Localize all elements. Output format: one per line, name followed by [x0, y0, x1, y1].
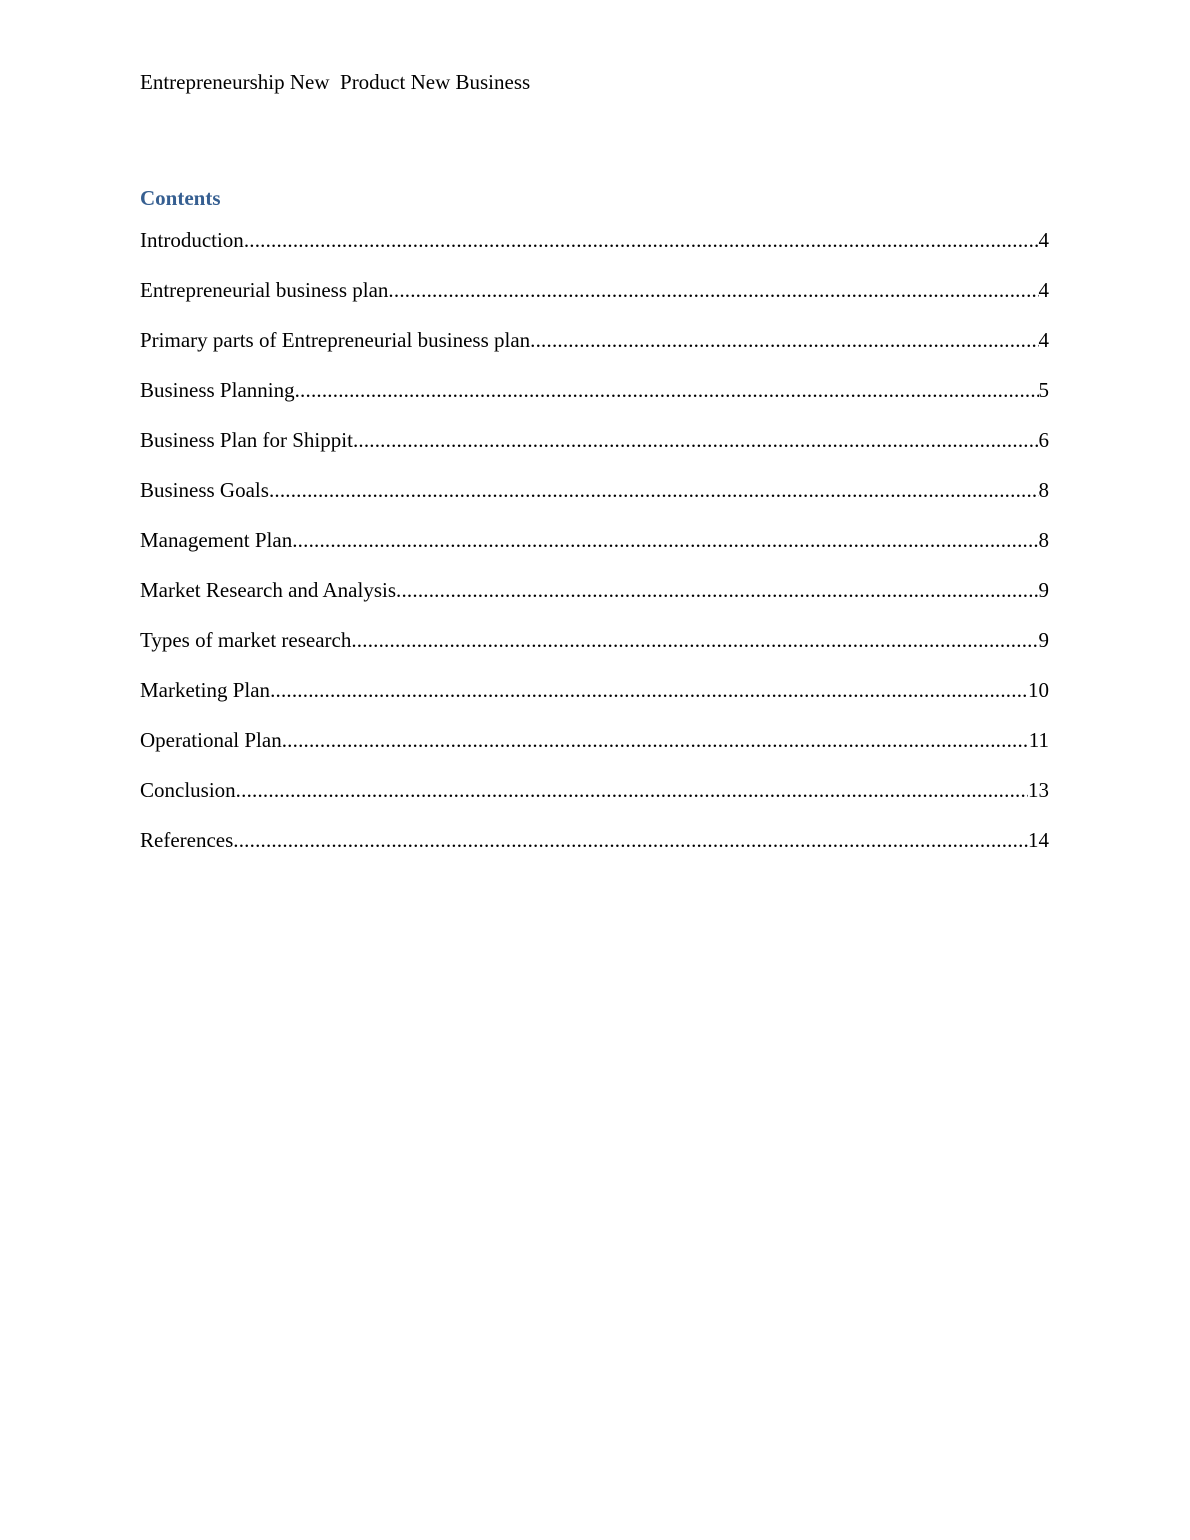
- toc-entry-page: 4: [1038, 228, 1049, 252]
- toc-entry-page: 6: [1038, 428, 1049, 452]
- toc-dot-leader: [388, 276, 1038, 304]
- toc-entry-types-of-market-research[interactable]: [140, 626, 1049, 676]
- toc-entry-page: 13: [1028, 778, 1049, 802]
- toc-entry-page: 11: [1028, 728, 1049, 752]
- toc-entry-page: 14: [1028, 828, 1049, 852]
- table-of-contents: [140, 226, 1049, 876]
- toc-entry-conclusion[interactable]: [140, 776, 1049, 826]
- toc-entry-page: 9: [1038, 578, 1049, 602]
- toc-entry-title: Management Plan: [140, 528, 293, 552]
- toc-entry-entrepreneurial-business-plan[interactable]: [140, 276, 1049, 326]
- toc-dot-leader: [269, 476, 1039, 504]
- toc-entry-title: Conclusion: [140, 778, 236, 802]
- toc-entry-page: 5: [1038, 378, 1049, 402]
- toc-entry-title: Entrepreneurial business plan: [140, 278, 389, 302]
- toc-dot-leader: [233, 826, 1028, 854]
- toc-entry-introduction[interactable]: [140, 226, 1049, 276]
- toc-dot-leader: [244, 226, 1039, 254]
- toc-entry-title: Business Planning: [140, 378, 295, 402]
- toc-dot-leader: [282, 726, 1029, 754]
- toc-entry-title: Introduction: [140, 228, 244, 252]
- toc-entry-title: Business Plan for Shippit: [140, 428, 353, 452]
- toc-entry-page: 8: [1038, 478, 1049, 502]
- toc-entry-management-plan[interactable]: [140, 526, 1049, 576]
- toc-entry-references[interactable]: [140, 826, 1049, 876]
- toc-entry-title: Types of market research: [140, 628, 352, 652]
- toc-dot-leader: [236, 776, 1028, 804]
- toc-dot-leader: [295, 376, 1039, 404]
- toc-entry-title: Primary parts of Entrepreneurial business plan: [140, 328, 531, 352]
- toc-entry-title: Marketing Plan: [140, 678, 271, 702]
- toc-entry-title: Market Research and Analysis: [140, 578, 397, 602]
- toc-entry-business-planning[interactable]: [140, 376, 1049, 426]
- toc-dot-leader: [396, 576, 1038, 604]
- toc-dot-leader: [530, 326, 1038, 354]
- toc-dot-leader: [292, 526, 1038, 554]
- toc-entry-primary-parts[interactable]: [140, 326, 1049, 376]
- toc-entry-business-goals[interactable]: [140, 476, 1049, 526]
- toc-entry-title: References: [140, 828, 234, 852]
- toc-entry-page: 9: [1038, 628, 1049, 652]
- toc-dot-leader: [351, 626, 1038, 654]
- toc-dot-leader: [270, 676, 1028, 704]
- toc-entry-page: 10: [1028, 678, 1049, 702]
- contents-heading: Contents: [140, 186, 221, 210]
- toc-entry-operational-plan[interactable]: [140, 726, 1049, 776]
- toc-dot-leader: [353, 426, 1039, 454]
- toc-entry-title: Operational Plan: [140, 728, 282, 752]
- toc-entry-marketing-plan[interactable]: [140, 676, 1049, 726]
- toc-entry-market-research-analysis[interactable]: [140, 576, 1049, 626]
- toc-entry-page: 4: [1038, 328, 1049, 352]
- toc-entry-business-plan-shippit[interactable]: [140, 426, 1049, 476]
- page-header: Entrepreneurship New Product New Business: [140, 70, 531, 94]
- toc-entry-page: 8: [1038, 528, 1049, 552]
- toc-entry-title: Business Goals: [140, 478, 269, 502]
- toc-entry-page: 4: [1038, 278, 1049, 302]
